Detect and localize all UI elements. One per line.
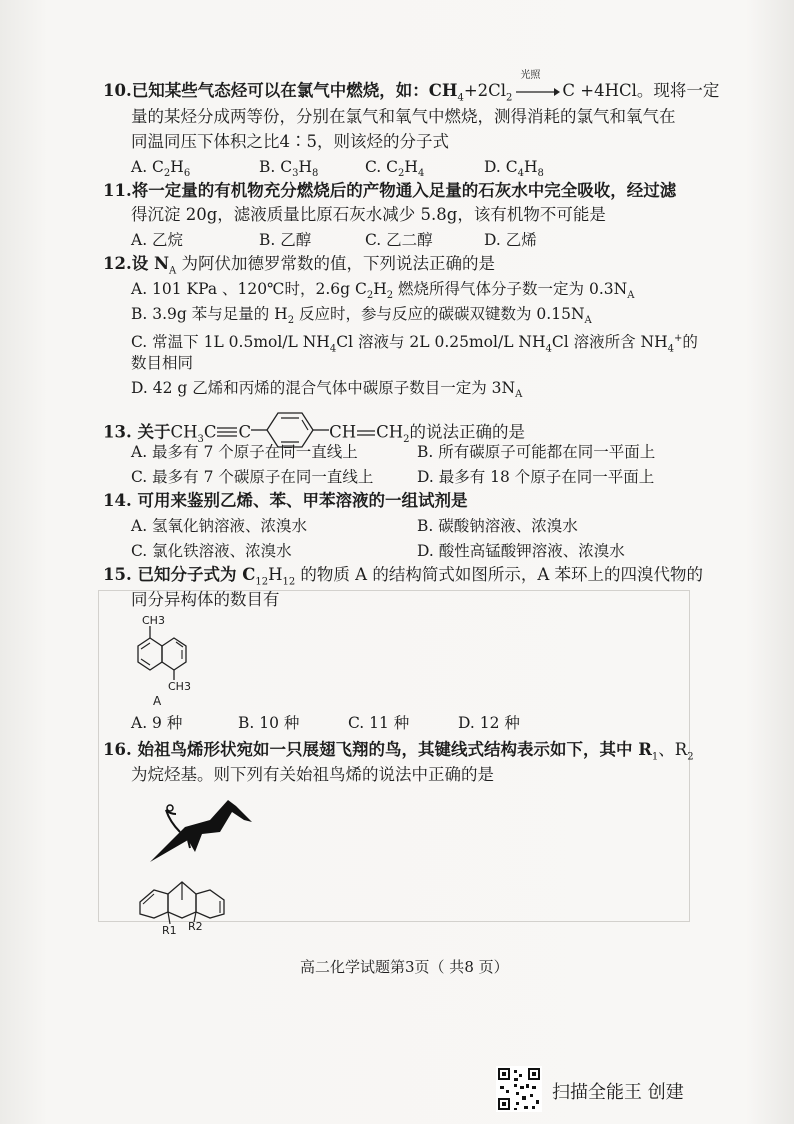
- q12-option-a: A. 101 KPa 、120℃时，2.6g $C_2H_2$ 燃烧所得气体分子数一定为 $0.3N_A$: [131, 280, 635, 302]
- q15-option-d: D. 12 种: [458, 714, 520, 732]
- q11-option-d: D. 乙烯: [484, 231, 537, 249]
- q10-line3: 同温同压下体积之比4∶5，则该烃的分子式: [131, 132, 449, 151]
- q11-option-b: B. 乙醇: [259, 231, 312, 249]
- structure-label-a: A: [153, 694, 162, 708]
- q12-line1: 12.设 $N_A$ 为阿伏加德罗常数的值，下列说法正确的是: [103, 254, 496, 277]
- q12-option-c-cont: 数目相同: [131, 354, 194, 372]
- q14-option-d: D. 酸性高锰酸钾溶液、浓溴水: [417, 542, 625, 560]
- q16-line2: 为烷烃基。则下列有关始祖鸟烯的说法中正确的是: [131, 765, 494, 784]
- q15-option-c: C. 11 种: [348, 714, 410, 732]
- q13-option-d: D. 最多有 18 个原子在同一平面上: [417, 468, 655, 486]
- q11-line1: 11.将一定量的有机物充分燃烧后的产物通入足量的石灰水中完全吸收，经过滤: [103, 181, 677, 200]
- q12-option-c: C. 常温下 1L 0.5mol/L $NH_4Cl$ 溶液与 2L 0.25mol/L $NH_4Cl$ 溶液所含 $NH_4^+$的: [131, 333, 698, 355]
- q10-option-d: D. $C_4H_8$: [484, 158, 544, 180]
- methyl-top-label: CH3: [142, 614, 165, 627]
- q11-line2: 得沉淀 20g，滤液质量比原石灰水减少 5.8g，该有机物不可能是: [131, 205, 606, 224]
- q13-option-a: A. 最多有 7 个原子在同一直线上: [131, 443, 358, 461]
- q10-option-b: B. $C_3H_8$: [259, 158, 319, 180]
- q15-option-a: A. 9 种: [131, 714, 183, 732]
- r1-label: R1: [162, 924, 177, 937]
- q14-line1: 14. 可用来鉴别乙烯、苯、甲苯溶液的一组试剂是: [103, 491, 468, 510]
- q13-line1: 13. 关于$CH_3C$ C CH $CH_2$的说法正确的是: [103, 410, 525, 456]
- q13-option-b: B. 所有碳原子可能都在同一平面上: [417, 443, 656, 461]
- archaeopteryxene-structure: [130, 872, 250, 942]
- q14-option-a: A. 氢氧化钠溶液、浓溴水: [131, 517, 308, 535]
- q16-line1: 16. 始祖鸟烯形状宛如一只展翅飞翔的鸟，其键线式结构表示如下，其中 $R_1$、$R_2$: [103, 740, 694, 763]
- double-bond: [356, 422, 376, 444]
- q10-option-a: A. $C_2H_6$: [131, 158, 191, 180]
- q13-option-c: C. 最多有 7 个碳原子在同一直线上: [131, 468, 374, 486]
- q11-option-c: C. 乙二醇: [365, 231, 433, 249]
- q12-option-b: B. 3.9g 苯与足量的 $H_2$ 反应时，参与反应的碳碳双键数为 $0.15N_A$: [131, 305, 592, 327]
- naphthalene-structure: [128, 614, 218, 706]
- q14-option-c: C. 氯化铁溶液、浓溴水: [131, 542, 292, 560]
- q10-option-c: C. $C_2H_4$: [365, 158, 425, 180]
- page-footer: 高二化学试题第3页（ 共8 页）: [300, 958, 509, 976]
- scanner-watermark: 扫描全能王 创建: [552, 1082, 684, 1103]
- q15-line1: 15. 已知分子式为 $C_{12}H_{12}$ 的物质 A 的结构简式如图所示，A 苯环上的四溴代物的: [103, 565, 703, 588]
- q14-option-b: B. 碳酸钠溶液、浓溴水: [417, 517, 578, 535]
- q15-option-b: B. 10 种: [238, 714, 300, 732]
- q15-line2: 同分异构体的数目有: [131, 590, 280, 609]
- r2-label: R2: [188, 920, 203, 933]
- qr-code-icon: [496, 1066, 542, 1112]
- q10-line2: 量的某烃分成两等份，分别在氯气和氧气中燃烧，测得消耗的氯气和氧气在: [131, 107, 676, 126]
- q12-option-d: D. 42 g 乙烯和丙烯的混合气体中碳原子数目一定为 $3N_A$: [131, 379, 523, 401]
- q11-option-a: A. 乙烷: [131, 231, 184, 249]
- reaction-arrow: 光照: [512, 81, 562, 103]
- methyl-bottom-label: CH3: [168, 680, 191, 693]
- q10-line1: 10.已知某些气态烃可以在氯气中燃烧，如：$CH_4+2Cl_2$ 光照 C +4HCl。现将一定: [103, 69, 720, 104]
- bird-silhouette-icon: [140, 792, 260, 872]
